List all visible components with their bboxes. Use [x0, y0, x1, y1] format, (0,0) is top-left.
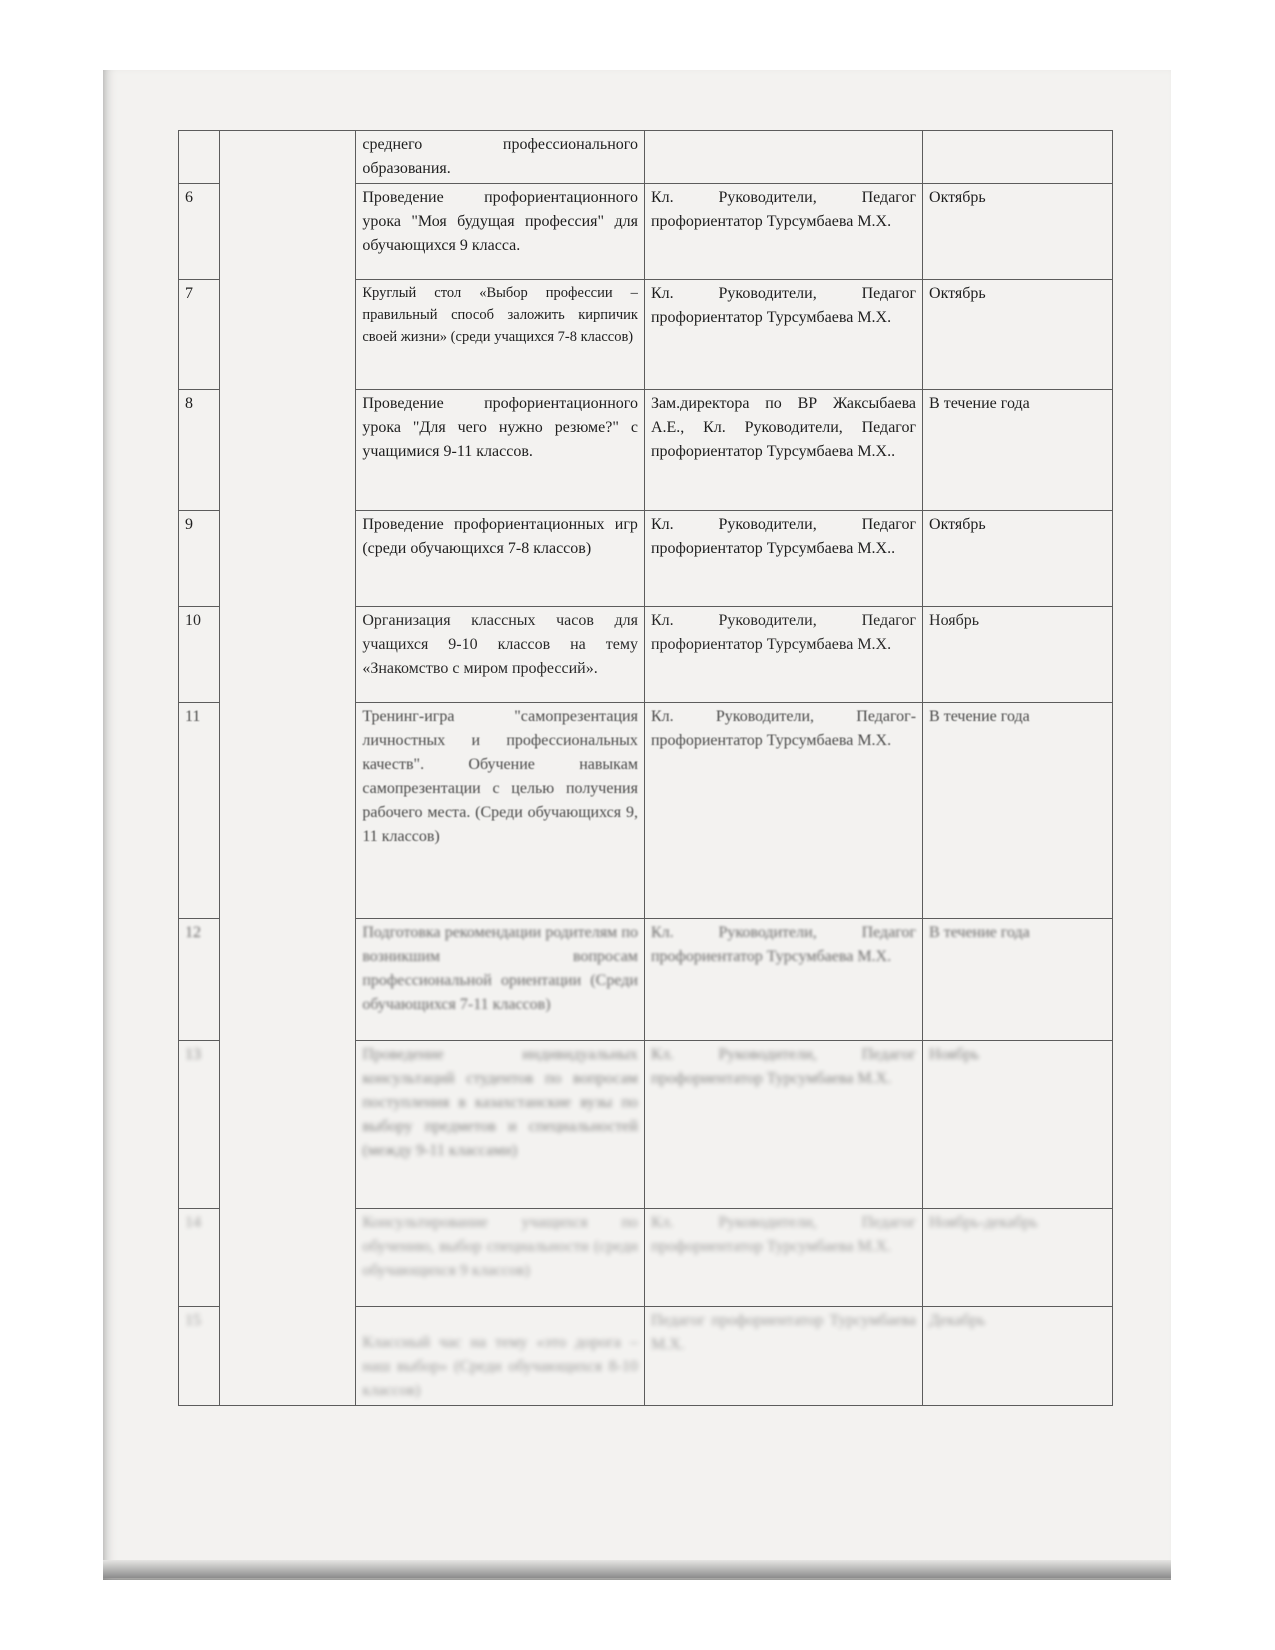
responsible-cell: Кл. Руководители, Педагог профориентатор Турсумбаева М.Х.: [644, 919, 922, 1041]
event-cell: Классный час на тему «это дорога – наш выбор» (Среди обучающихся 8-10 классов): [356, 1307, 645, 1406]
responsible-cell: Кл. Руководители, Педагог профориентатор Турсумбаева М.Х.: [644, 1209, 922, 1307]
deadline-cell: Октябрь: [923, 280, 1113, 390]
deadline-cell: В течение года: [923, 703, 1113, 919]
row-number: 10: [179, 607, 220, 703]
paper-bottom-edge: [103, 1560, 1171, 1578]
event-cell: Подготовка рекомендации родителям по возникшим вопросам профессиональной ориентации (Среди обучающихся 7-11 классов): [356, 919, 645, 1041]
deadline-cell: [923, 131, 1113, 184]
responsible-cell: Кл. Руководители, Педагог профориентатор Турсумбаева М.Х.: [644, 184, 922, 280]
row-number: 8: [179, 390, 220, 511]
row-number: [179, 131, 220, 184]
row-number: 14: [179, 1209, 220, 1307]
responsible-cell: Зам.директора по ВР Жаксыбаева А.Е., Кл. Руководители, Педагог профориентатор Турсумбаева М.Х..: [644, 390, 922, 511]
deadline-cell: Октябрь: [923, 184, 1113, 280]
event-cell: Проведение профориентационных игр (среди обучающихся 7-8 классов): [356, 511, 645, 607]
event-cell: Организация классных часов для учащихся 9-10 классов на тему «Знакомство с миром профессий».: [356, 607, 645, 703]
row-number: 6: [179, 184, 220, 280]
row-number: 13: [179, 1041, 220, 1209]
deadline-cell: Ноябрь: [923, 1041, 1113, 1209]
deadline-cell: Ноябрь: [923, 607, 1113, 703]
section-column: [219, 131, 355, 1406]
event-cell: Проведение профориентационного урока "Для чего нужно резюме?" с учащимися 9-11 классов.: [356, 390, 645, 511]
deadline-cell: Ноябрь-декабрь: [923, 1209, 1113, 1307]
row-number: 9: [179, 511, 220, 607]
event-cell: Проведение индивидуальных консультаций студентов по вопросам поступления в казахстанские вузы по выбору предметов и специальностей (между 9-11 классами): [356, 1041, 645, 1209]
event-cell: Проведение профориентационного урока "Моя будущая профессия" для обучающихся 9 класса.: [356, 184, 645, 280]
row-number: 12: [179, 919, 220, 1041]
responsible-cell: Кл. Руководители, Педагог профориентатор Турсумбаева М.Х.: [644, 1041, 922, 1209]
deadline-cell: Октябрь: [923, 511, 1113, 607]
responsible-cell: [644, 131, 922, 184]
row-number: 7: [179, 280, 220, 390]
event-cell: Консультирование учащихся по обучению, выбор специальности (среди обучающихся 9 классов): [356, 1209, 645, 1307]
career-guidance-plan-table: [178, 130, 1113, 1406]
event-cell: Круглый стол «Выбор профессии – правильный способ заложить кирпичик своей жизни» (среди учащихся 7-8 классов): [356, 280, 645, 390]
responsible-cell: Педагог профориентатор Турсумбаева М.Х.: [644, 1307, 922, 1406]
responsible-cell: Кл. Руководители, Педагог профориентатор Турсумбаева М.Х.: [644, 607, 922, 703]
deadline-cell: Декабрь: [923, 1307, 1113, 1406]
event-cell: Тренинг-игра "самопрезентация личностных и профессиональных качеств". Обучение навыкам самопрезентации с целью получения рабочего места. (Среди обучающихся 9, 11 классов): [356, 703, 645, 919]
table-row: [179, 131, 1113, 184]
responsible-cell: Кл. Руководители, Педагог профориентатор Турсумбаева М.Х..: [644, 511, 922, 607]
event-cell: среднего профессионального образования.: [356, 131, 645, 184]
deadline-cell: В течение года: [923, 919, 1113, 1041]
responsible-cell: Кл. Руководители, Педагог профориентатор Турсумбаева М.Х.: [644, 280, 922, 390]
row-number: 11: [179, 703, 220, 919]
row-number: 15: [179, 1307, 220, 1406]
deadline-cell: В течение года: [923, 390, 1113, 511]
responsible-cell: Кл. Руководители, Педагог-профориентатор Турсумбаева М.Х.: [644, 703, 922, 919]
